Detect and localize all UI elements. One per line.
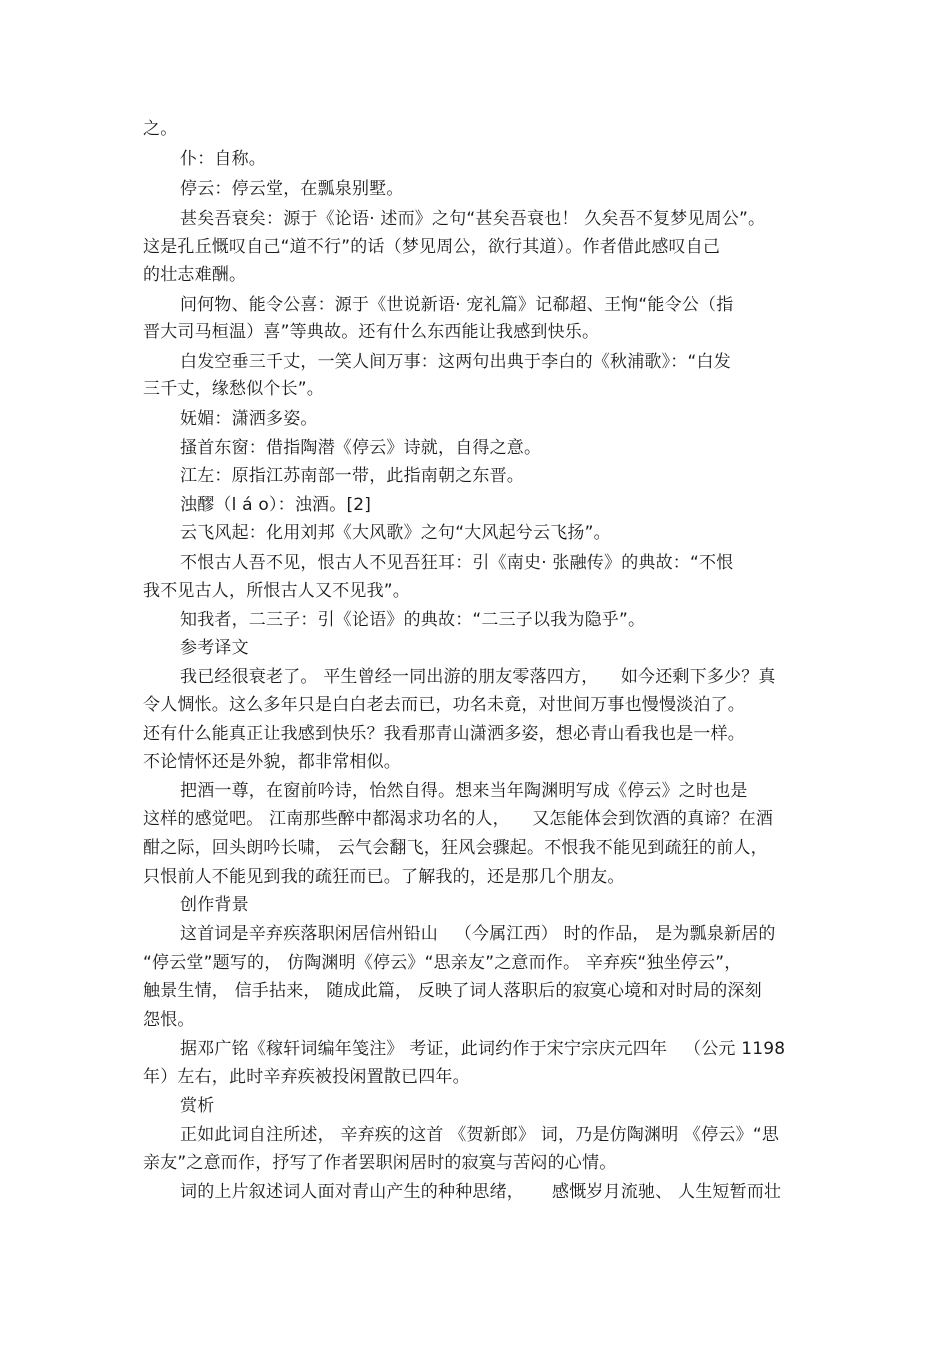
text-line: 正如此词自注所述， 辛弃疾的这首 《贺新郎》 词，乃是仿陶渊明 《停云》“思 (180, 1125, 780, 1145)
text-line: 怨恨。 (143, 1010, 195, 1030)
text-line: 亲友”之意而作，抒写了作者罢职闲居时的寂寞与苦闷的心情。 (143, 1153, 617, 1173)
text-line: 我不见古人，所恨古人又不见我”。 (143, 581, 411, 601)
section-heading: 参考译文 (180, 638, 249, 658)
text-line: 停云：停云堂，在瓢泉别墅。 (180, 179, 404, 199)
text-line: 不恨古人吾不见，恨古人不见吾狂耳：引《南史· 张融传》的典故：“不恨 (180, 553, 734, 573)
text-line: 仆：自称。 (180, 149, 266, 169)
text-line: 词的上片叙述词人面对青山产生的种种思绪， 感慨岁月流驰、 人生短暂而壮 (180, 1182, 782, 1202)
text-line: 这样的感觉吧。 江南那些醉中都渴求功名的人， 又怎能体会到饮酒的真谛？在酒 (143, 809, 774, 829)
text-line: 酣之际，回头朗吟长啸， 云气会翻飞，狂风会骤起。不恨我不能见到疏狂的前人， (143, 838, 768, 858)
text-line: 晋大司马桓温）喜”等典故。还有什么东西能让我感到快乐。 (143, 322, 600, 342)
text-line: 白发空垂三千丈，一笑人间万事：这两句出典于李白的《秋浦歌》：“白发 (180, 352, 731, 372)
text-line: 妩媚：潇洒多姿。 (180, 409, 318, 429)
text-line: 令人惆怅。这么多年只是白白老去而已，功名未竟，对世间万事也慢慢淡泊了。 (143, 695, 745, 715)
text-line: 的壮志难酬。 (143, 265, 247, 285)
text-line: 甚矣吾衰矣：源于《论语· 述而》之句“甚矣吾衰也！ 久矣吾不复梦见周公”。 (180, 209, 766, 229)
text-line: 江左：原指江苏南部一带，此指南朝之东晋。 (180, 466, 524, 486)
text-line: 年）左右，此时辛弃疾被投闲置散已四年。 (143, 1067, 470, 1087)
text-line: 这首词是辛弃疾落职闲居信州铅山 （今属江西） 时的作品， 是为瓢泉新居的 (180, 924, 776, 944)
text-line: 只恨前人不能见到我的疏狂而已。了解我的，还是那几个朋友。 (143, 867, 625, 887)
text-line: 三千丈，缘愁似个长”。 (143, 379, 325, 399)
text-line: 这是孔丘慨叹自己“道不行”的话（梦见周公，欲行其道）。作者借此感叹自己 (143, 237, 721, 257)
text-line: 我已经很衰老了。 平生曾经一同出游的朋友零落四方， 如今还剩下多少？真 (180, 667, 776, 687)
text-line: 之。 (143, 119, 178, 139)
section-heading: 创作背景 (180, 895, 249, 915)
text-line: 浊醪（l á o）：浊酒。[2] (180, 495, 372, 515)
text-line: 不论情怀还是外貌，都非常相似。 (143, 752, 401, 772)
text-line: 据邓广铭《稼轩词编年笺注》 考证，此词约作于宋宁宗庆元四年 （公元 1198 (180, 1039, 786, 1059)
text-line: “停云堂”题写的， 仿陶渊明《停云》“思亲友”之意而作。 辛弃疾“独坐停云”， (143, 953, 742, 973)
text-line: 知我者，二三子：引《论语》的典故：“二三子以我为隐乎”。 (180, 610, 646, 630)
text-line: 触景生情， 信手拈来， 随成此篇， 反映了词人落职后的寂寞心境和对时局的深刻 (143, 981, 762, 1001)
section-heading: 赏析 (180, 1096, 215, 1116)
text-line: 云飞风起：化用刘邦《大风歌》之句“大风起兮云飞扬”。 (180, 523, 611, 543)
text-line: 问何物、能令公喜：源于《世说新语· 宠礼篇》记郗超、王恂“能令公（指 (180, 295, 734, 315)
text-line: 把酒一尊，在窗前吟诗，怡然自得。想来当年陶渊明写成《停云》之时也是 (180, 781, 748, 801)
text-line: 搔首东窗：借指陶潜《停云》诗就，自得之意。 (180, 438, 542, 458)
text-line: 还有什么能真正让我感到快乐？我看那青山潇洒多姿，想必青山看我也是一样。 (143, 724, 745, 744)
